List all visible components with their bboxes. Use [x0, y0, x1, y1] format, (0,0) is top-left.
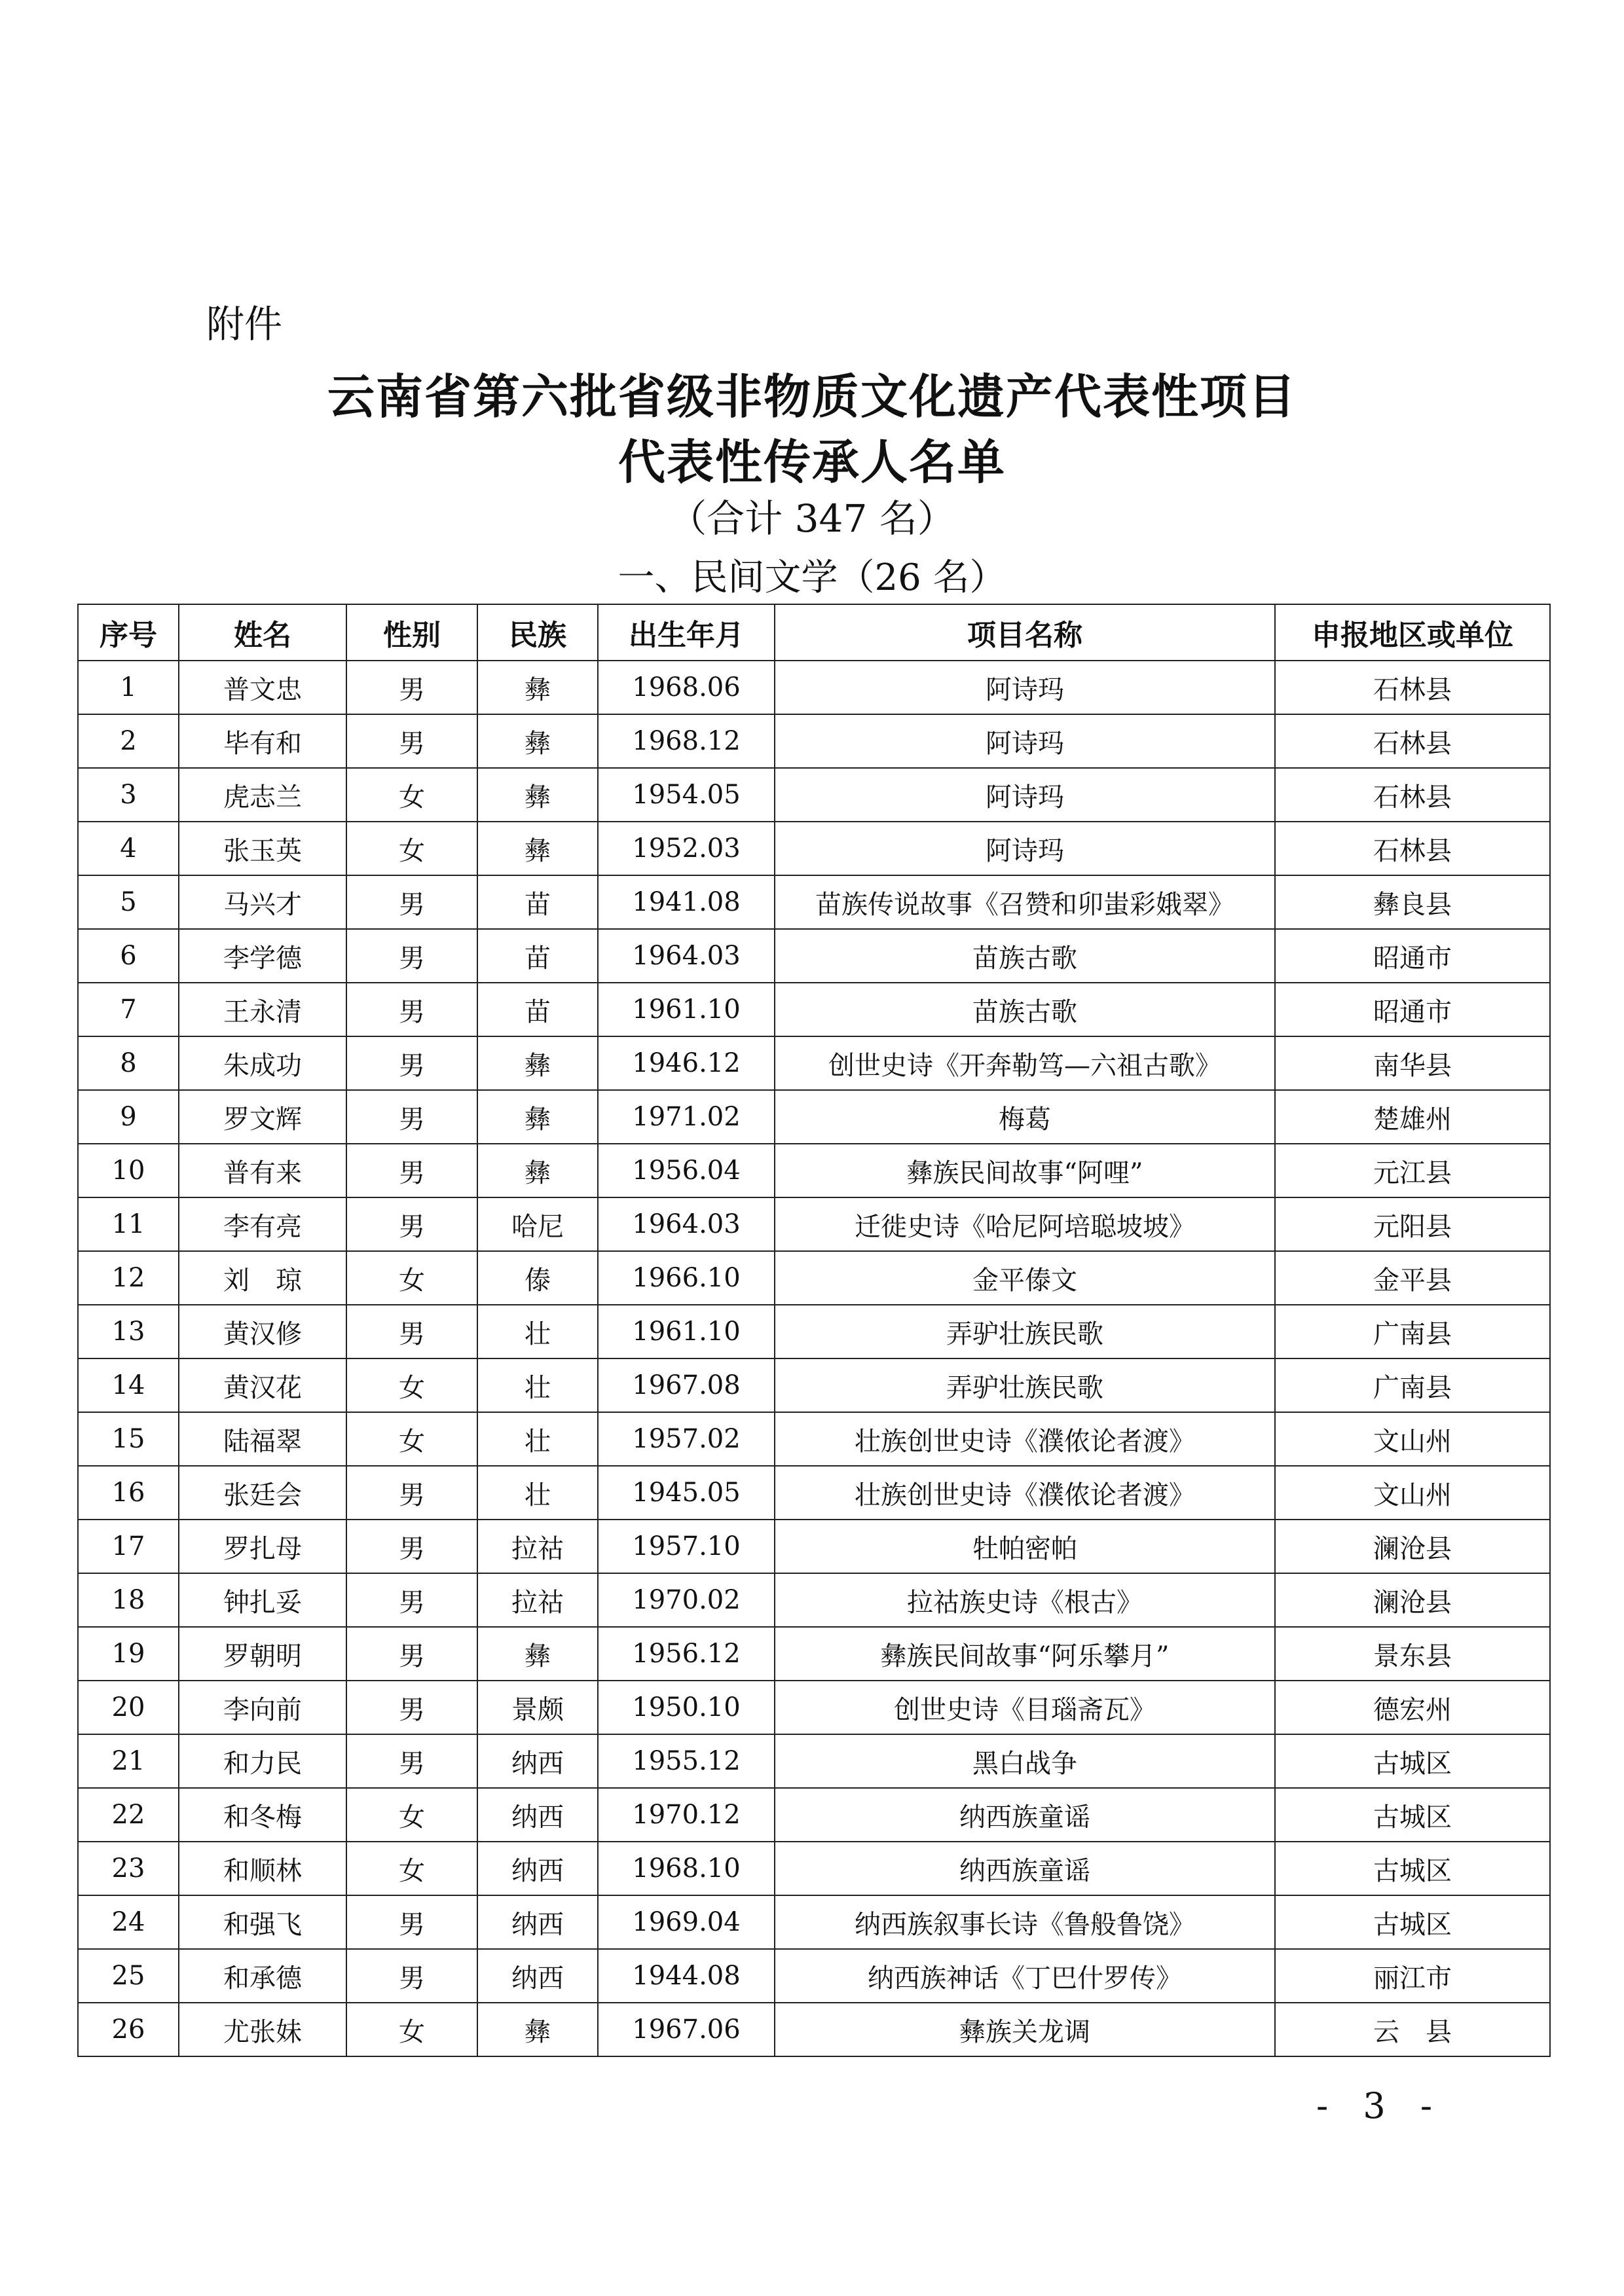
cell-ethnicity: 彝 [477, 1090, 598, 1144]
table-row [78, 1949, 1550, 2003]
table-row [78, 1090, 1550, 1144]
cell-gender: 男 [346, 1090, 477, 1144]
cell-gender: 女 [346, 1358, 477, 1412]
column-header-project: 项目名称 [775, 604, 1275, 661]
table-row [78, 1681, 1550, 1734]
table-row [78, 1788, 1550, 1842]
cell-name: 黄汉花 [179, 1358, 346, 1412]
cell-name: 李向前 [179, 1681, 346, 1734]
cell-project: 彝族民间故事“阿哩” [775, 1144, 1275, 1197]
cell-birth: 1966.10 [598, 1251, 775, 1305]
cell-region: 广南县 [1275, 1305, 1550, 1358]
cell-ethnicity: 彝 [477, 2003, 598, 2056]
cell-ethnicity: 苗 [477, 875, 598, 929]
cell-region: 石林县 [1275, 714, 1550, 768]
document-title-line-1: 云南省第六批省级非物质文化遗产代表性项目 [327, 369, 1297, 424]
cell-name: 李有亮 [179, 1197, 346, 1251]
cell-ethnicity: 壮 [477, 1466, 598, 1520]
cell-index: 4 [78, 822, 179, 875]
page-number: - 3 - [1316, 2085, 1445, 2126]
cell-project: 彝族关龙调 [775, 2003, 1275, 2056]
column-header-birth: 出生年月 [598, 604, 775, 661]
cell-index: 1 [78, 661, 179, 714]
cell-name: 李学德 [179, 929, 346, 983]
cell-ethnicity: 苗 [477, 983, 598, 1036]
cell-ethnicity: 彝 [477, 768, 598, 822]
cell-ethnicity: 苗 [477, 929, 598, 983]
cell-birth: 1956.04 [598, 1144, 775, 1197]
cell-ethnicity: 壮 [477, 1412, 598, 1466]
cell-region: 石林县 [1275, 768, 1550, 822]
table-row [78, 875, 1550, 929]
cell-region: 古城区 [1275, 1842, 1550, 1895]
table-row [78, 714, 1550, 768]
table-row [78, 929, 1550, 983]
cell-birth: 1970.12 [598, 1788, 775, 1842]
table-row [78, 1412, 1550, 1466]
cell-index: 26 [78, 2003, 179, 2056]
cell-name: 和承德 [179, 1949, 346, 2003]
cell-index: 14 [78, 1358, 179, 1412]
table-row [78, 1573, 1550, 1627]
cell-name: 普有来 [179, 1144, 346, 1197]
cell-gender: 男 [346, 1197, 477, 1251]
cell-birth: 1957.02 [598, 1412, 775, 1466]
cell-birth: 1968.10 [598, 1842, 775, 1895]
cell-index: 9 [78, 1090, 179, 1144]
cell-region: 广南县 [1275, 1358, 1550, 1412]
column-header-gender: 性别 [346, 604, 477, 661]
table-row [78, 1251, 1550, 1305]
column-header-name: 姓名 [179, 604, 346, 661]
table-row [78, 1466, 1550, 1520]
cell-region: 昭通市 [1275, 983, 1550, 1036]
table-row [78, 1520, 1550, 1573]
cell-region: 文山州 [1275, 1466, 1550, 1520]
cell-name: 陆福翠 [179, 1412, 346, 1466]
cell-region: 丽江市 [1275, 1949, 1550, 2003]
cell-name: 张廷会 [179, 1466, 346, 1520]
cell-gender: 男 [346, 1895, 477, 1949]
table-row [78, 1895, 1550, 1949]
table-row [78, 822, 1550, 875]
cell-ethnicity: 壮 [477, 1358, 598, 1412]
cell-name: 罗扎母 [179, 1520, 346, 1573]
cell-gender: 男 [346, 929, 477, 983]
cell-name: 和强飞 [179, 1895, 346, 1949]
cell-birth: 1961.10 [598, 983, 775, 1036]
cell-index: 19 [78, 1627, 179, 1681]
cell-region: 南华县 [1275, 1036, 1550, 1090]
cell-birth: 1964.03 [598, 929, 775, 983]
cell-project: 苗族古歌 [775, 929, 1275, 983]
cell-project: 阿诗玛 [775, 714, 1275, 768]
cell-index: 18 [78, 1573, 179, 1627]
cell-gender: 女 [346, 1788, 477, 1842]
cell-birth: 1955.12 [598, 1734, 775, 1788]
cell-ethnicity: 彝 [477, 822, 598, 875]
table-row [78, 768, 1550, 822]
cell-birth: 1946.12 [598, 1036, 775, 1090]
table-row [78, 1358, 1550, 1412]
cell-ethnicity: 彝 [477, 1627, 598, 1681]
table-row [78, 1144, 1550, 1197]
cell-gender: 男 [346, 1949, 477, 2003]
table-row [78, 661, 1550, 714]
cell-region: 楚雄州 [1275, 1090, 1550, 1144]
cell-gender: 女 [346, 1251, 477, 1305]
cell-ethnicity: 拉祜 [477, 1520, 598, 1573]
cell-name: 尤张妹 [179, 2003, 346, 2056]
cell-gender: 男 [346, 661, 477, 714]
cell-index: 13 [78, 1305, 179, 1358]
cell-birth: 1957.10 [598, 1520, 775, 1573]
cell-project: 弄驴壮族民歌 [775, 1358, 1275, 1412]
cell-gender: 男 [346, 1681, 477, 1734]
cell-birth: 1954.05 [598, 768, 775, 822]
cell-project: 壮族创世史诗《濮侬论者渡》 [775, 1466, 1275, 1520]
cell-ethnicity: 彝 [477, 714, 598, 768]
cell-index: 22 [78, 1788, 179, 1842]
table-row [78, 1627, 1550, 1681]
cell-gender: 男 [346, 714, 477, 768]
cell-project: 拉祜族史诗《根古》 [775, 1573, 1275, 1627]
cell-name: 毕有和 [179, 714, 346, 768]
cell-birth: 1968.12 [598, 714, 775, 768]
cell-birth: 1967.08 [598, 1358, 775, 1412]
cell-index: 11 [78, 1197, 179, 1251]
cell-project: 创世史诗《开奔勒笃—六祖古歌》 [775, 1036, 1275, 1090]
cell-project: 黑白战争 [775, 1734, 1275, 1788]
cell-birth: 1944.08 [598, 1949, 775, 2003]
cell-gender: 男 [346, 1520, 477, 1573]
cell-region: 元江县 [1275, 1144, 1550, 1197]
cell-project: 梅葛 [775, 1090, 1275, 1144]
cell-birth: 1941.08 [598, 875, 775, 929]
cell-birth: 1971.02 [598, 1090, 775, 1144]
cell-region: 金平县 [1275, 1251, 1550, 1305]
cell-region: 云 县 [1275, 2003, 1550, 2056]
column-header-ethnicity: 民族 [477, 604, 598, 661]
cell-ethnicity: 彝 [477, 661, 598, 714]
cell-project: 创世史诗《目瑙斋瓦》 [775, 1681, 1275, 1734]
cell-index: 5 [78, 875, 179, 929]
cell-ethnicity: 纳西 [477, 1734, 598, 1788]
cell-project: 阿诗玛 [775, 661, 1275, 714]
cell-gender: 女 [346, 2003, 477, 2056]
cell-index: 2 [78, 714, 179, 768]
cell-index: 23 [78, 1842, 179, 1895]
cell-index: 10 [78, 1144, 179, 1197]
cell-name: 罗朝明 [179, 1627, 346, 1681]
cell-name: 黄汉修 [179, 1305, 346, 1358]
cell-ethnicity: 哈尼 [477, 1197, 598, 1251]
cell-ethnicity: 壮 [477, 1305, 598, 1358]
cell-region: 澜沧县 [1275, 1520, 1550, 1573]
cell-project: 迁徙史诗《哈尼阿培聪坡坡》 [775, 1197, 1275, 1251]
cell-project: 纳西族神话《丁巴什罗传》 [775, 1949, 1275, 2003]
table-row [78, 1842, 1550, 1895]
cell-gender: 男 [346, 1036, 477, 1090]
table-row [78, 1305, 1550, 1358]
cell-ethnicity: 彝 [477, 1144, 598, 1197]
cell-birth: 1961.10 [598, 1305, 775, 1358]
cell-name: 普文忠 [179, 661, 346, 714]
cell-project: 壮族创世史诗《濮侬论者渡》 [775, 1412, 1275, 1466]
cell-index: 15 [78, 1412, 179, 1466]
cell-name: 和冬梅 [179, 1788, 346, 1842]
cell-birth: 1952.03 [598, 822, 775, 875]
cell-index: 25 [78, 1949, 179, 2003]
cell-project: 弄驴壮族民歌 [775, 1305, 1275, 1358]
cell-region: 彝良县 [1275, 875, 1550, 929]
cell-gender: 女 [346, 822, 477, 875]
cell-region: 石林县 [1275, 822, 1550, 875]
attachment-label: 附件 [206, 302, 283, 346]
cell-project: 纳西族童谣 [775, 1842, 1275, 1895]
cell-gender: 男 [346, 1466, 477, 1520]
cell-ethnicity: 景颇 [477, 1681, 598, 1734]
cell-gender: 女 [346, 768, 477, 822]
cell-birth: 1968.06 [598, 661, 775, 714]
cell-birth: 1970.02 [598, 1573, 775, 1627]
cell-ethnicity: 彝 [477, 1036, 598, 1090]
cell-index: 6 [78, 929, 179, 983]
cell-index: 20 [78, 1681, 179, 1734]
total-count: （合计 347 名） [669, 496, 955, 541]
cell-region: 元阳县 [1275, 1197, 1550, 1251]
table-row [78, 983, 1550, 1036]
cell-name: 罗文辉 [179, 1090, 346, 1144]
cell-index: 3 [78, 768, 179, 822]
cell-region: 景东县 [1275, 1627, 1550, 1681]
cell-gender: 男 [346, 1734, 477, 1788]
document-title-line-2: 代表性传承人名单 [618, 435, 1006, 490]
cell-project: 纳西族叙事长诗《鲁般鲁饶》 [775, 1895, 1275, 1949]
cell-project: 金平傣文 [775, 1251, 1275, 1305]
cell-index: 24 [78, 1895, 179, 1949]
cell-region: 文山州 [1275, 1412, 1550, 1466]
cell-ethnicity: 纳西 [477, 1895, 598, 1949]
cell-region: 古城区 [1275, 1895, 1550, 1949]
cell-index: 7 [78, 983, 179, 1036]
cell-ethnicity: 纳西 [477, 1949, 598, 2003]
inheritor-table [77, 604, 1551, 2057]
cell-index: 17 [78, 1520, 179, 1573]
cell-region: 石林县 [1275, 661, 1550, 714]
cell-birth: 1950.10 [598, 1681, 775, 1734]
cell-ethnicity: 拉祜 [477, 1573, 598, 1627]
cell-gender: 女 [346, 1412, 477, 1466]
cell-index: 21 [78, 1734, 179, 1788]
cell-region: 澜沧县 [1275, 1573, 1550, 1627]
cell-ethnicity: 傣 [477, 1251, 598, 1305]
cell-name: 和顺林 [179, 1842, 346, 1895]
cell-birth: 1945.05 [598, 1466, 775, 1520]
cell-name: 刘 琼 [179, 1251, 346, 1305]
cell-birth: 1967.06 [598, 2003, 775, 2056]
cell-project: 苗族传说故事《召赞和卯蚩彩娥翠》 [775, 875, 1275, 929]
cell-gender: 男 [346, 1144, 477, 1197]
cell-project: 牡帕密帕 [775, 1520, 1275, 1573]
cell-index: 16 [78, 1466, 179, 1520]
cell-gender: 女 [346, 1842, 477, 1895]
table-row [78, 2003, 1550, 2056]
cell-gender: 男 [346, 1627, 477, 1681]
cell-birth: 1964.03 [598, 1197, 775, 1251]
cell-index: 12 [78, 1251, 179, 1305]
table-row [78, 1036, 1550, 1090]
cell-ethnicity: 纳西 [477, 1842, 598, 1895]
cell-project: 阿诗玛 [775, 768, 1275, 822]
cell-gender: 男 [346, 1305, 477, 1358]
cell-name: 和力民 [179, 1734, 346, 1788]
cell-name: 马兴才 [179, 875, 346, 929]
cell-birth: 1956.12 [598, 1627, 775, 1681]
cell-gender: 男 [346, 983, 477, 1036]
cell-region: 古城区 [1275, 1734, 1550, 1788]
cell-index: 8 [78, 1036, 179, 1090]
section-heading: 一、民间文学（26 名） [618, 556, 1006, 599]
cell-name: 虎志兰 [179, 768, 346, 822]
cell-project: 彝族民间故事“阿乐攀月” [775, 1627, 1275, 1681]
table-body [78, 661, 1550, 2056]
cell-gender: 男 [346, 1573, 477, 1627]
cell-name: 钟扎妥 [179, 1573, 346, 1627]
table-row [78, 1734, 1550, 1788]
table-row [78, 1197, 1550, 1251]
cell-project: 苗族古歌 [775, 983, 1275, 1036]
cell-name: 朱成功 [179, 1036, 346, 1090]
table-header-row [78, 604, 1550, 661]
cell-project: 纳西族童谣 [775, 1788, 1275, 1842]
cell-name: 王永清 [179, 983, 346, 1036]
cell-project: 阿诗玛 [775, 822, 1275, 875]
cell-ethnicity: 纳西 [477, 1788, 598, 1842]
cell-gender: 男 [346, 875, 477, 929]
cell-birth: 1969.04 [598, 1895, 775, 1949]
cell-region: 昭通市 [1275, 929, 1550, 983]
cell-name: 张玉英 [179, 822, 346, 875]
column-header-region: 申报地区或单位 [1275, 604, 1550, 661]
cell-region: 古城区 [1275, 1788, 1550, 1842]
cell-region: 德宏州 [1275, 1681, 1550, 1734]
column-header-index: 序号 [78, 604, 179, 661]
